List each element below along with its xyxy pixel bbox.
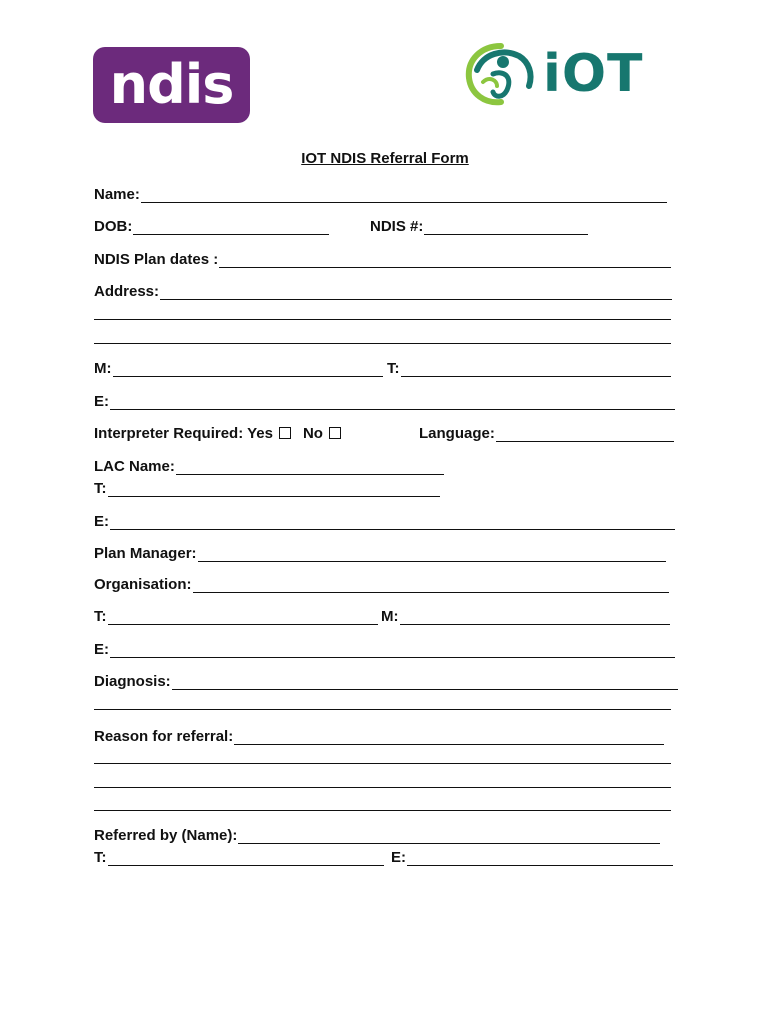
lac-name-label: LAC Name:	[94, 458, 175, 475]
phone-field[interactable]	[387, 357, 671, 377]
referrer-phone-line[interactable]	[108, 850, 384, 866]
referrer-email-line[interactable]	[407, 850, 673, 866]
mobile-field[interactable]	[94, 357, 383, 377]
lac-phone-label: T:	[94, 480, 107, 497]
form-title: IOT NDIS Referral Form	[301, 150, 469, 167]
address-label: Address:	[94, 283, 160, 300]
diagnosis-field[interactable]	[94, 670, 678, 690]
name-line[interactable]	[141, 187, 667, 203]
pm-phone-label: T:	[94, 608, 107, 625]
interpreter-field	[94, 422, 347, 442]
referrer-phone-field[interactable]	[94, 846, 384, 866]
language-label: Language:	[419, 425, 495, 442]
plan-manager-label: Plan Manager:	[94, 545, 197, 562]
phone-line[interactable]	[401, 361, 671, 377]
interpreter-no-label: No	[302, 425, 323, 442]
address-line-3[interactable]	[94, 342, 671, 344]
referrer-email-field[interactable]	[391, 846, 673, 866]
ndis-number-label: NDIS #:	[370, 218, 424, 235]
interpreter-no-checkbox[interactable]	[329, 427, 341, 439]
referred-by-line[interactable]	[238, 828, 660, 844]
diagnosis-label: Diagnosis:	[94, 673, 171, 690]
mobile-line[interactable]	[113, 361, 383, 377]
pm-email-label: E:	[94, 641, 109, 658]
lac-name-line[interactable]	[176, 459, 444, 475]
plan-dates-label: NDIS Plan dates :	[94, 251, 219, 268]
plan-dates-field[interactable]	[94, 248, 671, 268]
lac-phone-line[interactable]	[108, 481, 440, 497]
address-line[interactable]	[160, 284, 672, 300]
diagnosis-line[interactable]	[172, 674, 678, 690]
plan-dates-line[interactable]	[219, 252, 671, 268]
ndis-logo: ndis	[93, 47, 250, 123]
email-label: E:	[94, 393, 109, 410]
pm-phone-line[interactable]	[108, 609, 378, 625]
language-field[interactable]	[419, 422, 674, 442]
reason-field[interactable]	[94, 725, 664, 745]
reason-line-3[interactable]	[94, 786, 671, 788]
mobile-label: M:	[94, 360, 112, 377]
email-line[interactable]	[110, 394, 675, 410]
pm-mobile-label: M:	[381, 608, 399, 625]
address-line-2[interactable]	[94, 318, 671, 320]
pm-email-field[interactable]	[94, 638, 675, 658]
reason-line-2[interactable]	[94, 762, 671, 764]
dob-field[interactable]	[94, 215, 329, 235]
iot-logo-text: iOT	[543, 44, 644, 104]
reason-line[interactable]	[234, 729, 664, 745]
referred-by-field[interactable]	[94, 824, 660, 844]
ndis-number-field[interactable]	[370, 215, 588, 235]
iot-swirl-icon	[463, 40, 539, 106]
lac-email-field[interactable]	[94, 510, 675, 530]
reason-line-4[interactable]	[94, 809, 671, 811]
interpreter-label: Interpreter Required: Yes	[94, 425, 273, 442]
pm-mobile-field[interactable]	[381, 605, 670, 625]
lac-phone-field[interactable]	[94, 477, 440, 497]
dob-label: DOB:	[94, 218, 133, 235]
name-label: Name:	[94, 186, 140, 203]
organisation-field[interactable]	[94, 573, 669, 593]
plan-manager-field[interactable]	[94, 542, 666, 562]
lac-email-label: E:	[94, 513, 109, 530]
pm-mobile-line[interactable]	[400, 609, 670, 625]
referred-by-label: Referred by (Name):	[94, 827, 238, 844]
email-field[interactable]	[94, 390, 675, 410]
plan-manager-line[interactable]	[198, 546, 666, 562]
organisation-line[interactable]	[193, 577, 669, 593]
lac-email-line[interactable]	[110, 514, 675, 530]
diagnosis-line-2[interactable]	[94, 708, 671, 710]
pm-phone-field[interactable]	[94, 605, 378, 625]
iot-logo	[463, 40, 643, 106]
referrer-phone-label: T:	[94, 849, 107, 866]
referrer-email-label: E:	[391, 849, 406, 866]
dob-line[interactable]	[133, 219, 329, 235]
phone-label: T:	[387, 360, 400, 377]
name-field[interactable]	[94, 183, 667, 203]
lac-name-field[interactable]	[94, 455, 444, 475]
reason-label: Reason for referral:	[94, 728, 234, 745]
language-line[interactable]	[496, 426, 674, 442]
ndis-number-line[interactable]	[424, 219, 588, 235]
organisation-label: Organisation:	[94, 576, 192, 593]
interpreter-yes-checkbox[interactable]	[279, 427, 291, 439]
pm-email-line[interactable]	[110, 642, 675, 658]
address-field[interactable]	[94, 280, 672, 300]
